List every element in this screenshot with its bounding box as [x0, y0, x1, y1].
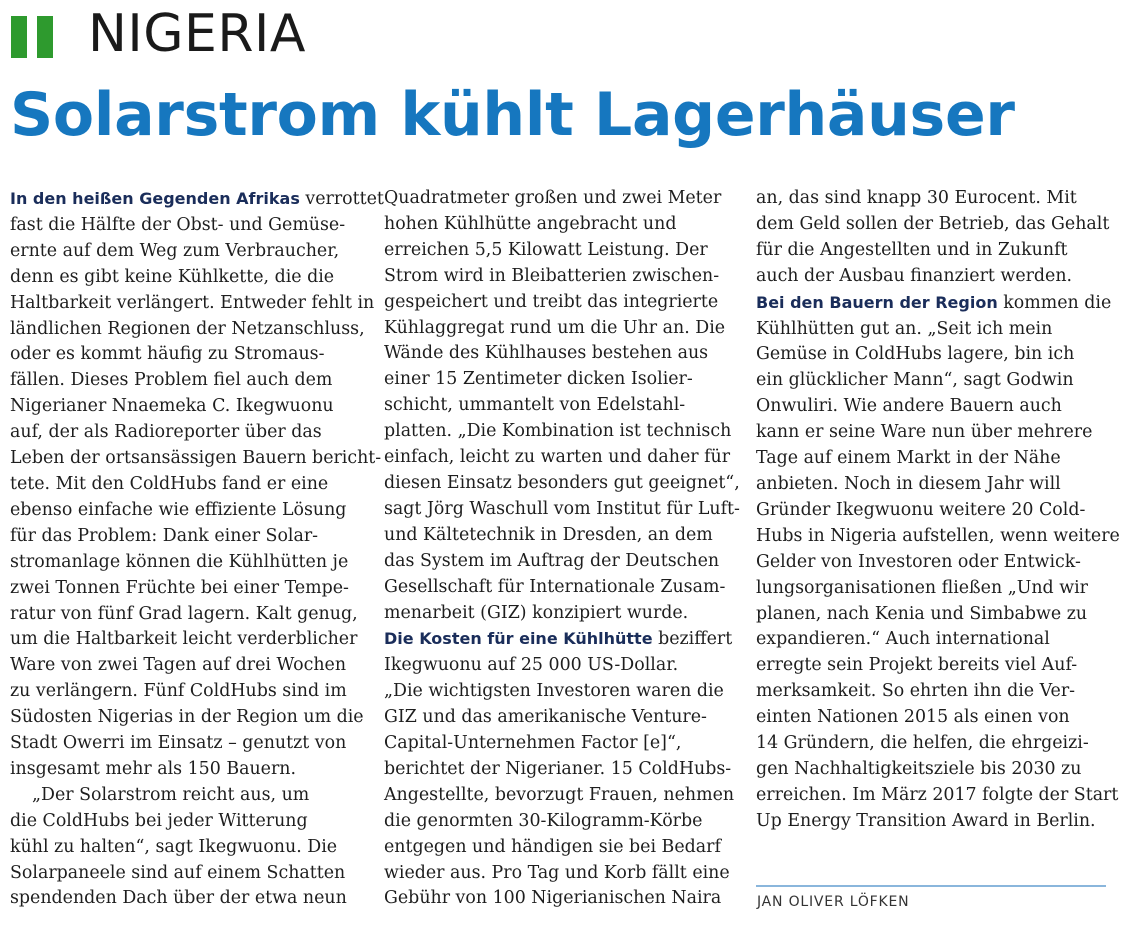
text-run: kann er seine Ware nun über mehrere [756, 422, 1093, 443]
article-headline: Solarstrom kühlt Lagerhäuser [10, 80, 1015, 150]
text-line [756, 653, 1106, 679]
text-line [10, 602, 358, 628]
text-run: für die Angestellten und in Zukunft [756, 239, 1068, 260]
text-line [384, 186, 724, 212]
text-run: ländlichen Regionen der Netzanschluss, [10, 318, 365, 339]
text-run: einfach, leicht zu warten und daher für [384, 447, 731, 468]
nigeria-flag-icon [11, 16, 53, 58]
text-line [384, 316, 724, 342]
text-line [10, 472, 350, 498]
article-column-2 [384, 186, 740, 912]
text-run: Angestellte, bevorzugt Frauen, nehmen [384, 784, 735, 805]
text-run: Kühlaggregat rund um die Uhr an. Die [384, 317, 726, 338]
text-run: Südosten Nigerias in der Region um die [10, 707, 364, 728]
text-line [756, 602, 1106, 628]
text-run: Tage auf einem Markt in der Nähe [756, 448, 1061, 469]
text-line [756, 731, 1106, 757]
article-column-3 [756, 186, 1120, 835]
text-run: gespeichert und treibt das integrierte [384, 291, 719, 312]
text-line [384, 238, 724, 264]
text-line [384, 575, 724, 601]
text-run: Kühlhütten gut an. „Seit ich mein [756, 318, 1053, 339]
text-run: Quadratmeter großen und zwei Meter [384, 188, 722, 208]
text-run: expandieren.“ Auch international [756, 629, 1050, 650]
text-line [756, 342, 1106, 368]
text-line [756, 576, 1106, 602]
text-run: ebenso einfache wie effiziente Lösung [10, 499, 347, 520]
text-run: an, das sind knapp 30 Eurocent. Mit [756, 188, 1077, 208]
text-run: fällen. Dieses Problem fiel auch dem [10, 370, 333, 391]
text-run: zu verlängern. Fünf ColdHubs sind im [10, 681, 347, 702]
text-run: Solarpaneele sind auf einem Schatten [10, 862, 346, 883]
text-run: Strom wird in Bleibatterien zwischen- [384, 265, 720, 286]
text-line [384, 705, 724, 731]
author-byline: JAN OLIVER LÖFKEN [757, 894, 910, 910]
text-line [384, 264, 724, 290]
text-run: kühl zu halten“, sagt Ikegwuonu. Die [10, 836, 338, 857]
text-line [10, 420, 350, 446]
text-run: die genormten 30-Kilogramm-Körbe [384, 810, 703, 831]
text-run: auf, der als Radioreporter über das [10, 422, 322, 443]
text-line [756, 420, 1106, 446]
text-line [384, 523, 724, 549]
text-line [384, 341, 724, 367]
text-run: lungsorganisationen fließen „Und wir [756, 577, 1088, 598]
text-line [10, 705, 364, 731]
text-line [10, 265, 350, 291]
text-run: Onwuliri. Wie andere Bauern auch [756, 396, 1062, 417]
text-run: entgegen und händigen sie bei Bedarf [384, 836, 721, 857]
text-line [10, 368, 350, 394]
text-run: Stadt Owerri im Einsatz – genutzt von [10, 733, 347, 754]
text-line [756, 290, 1112, 317]
text-run: Gesellschaft für Internationale Zusam- [384, 576, 726, 597]
text-run: Leben der ortsansässigen Bauern bericht- [10, 448, 382, 469]
text-line [384, 549, 724, 575]
text-line [384, 601, 724, 627]
text-line [10, 524, 350, 550]
text-line [10, 809, 350, 835]
text-run: erreichen. Im März 2017 folgte der Start [756, 784, 1119, 805]
text-run: beziffert [652, 629, 733, 650]
lead-in-phrase: Die Kosten für eine Kühlhütte [384, 629, 653, 649]
text-line [756, 550, 1106, 576]
text-line [756, 394, 1106, 420]
text-run: planen, nach Kenia und Simbabwe zu [756, 603, 1088, 624]
text-line [10, 757, 350, 783]
text-run: einten Nationen 2015 als einen von [756, 707, 1070, 728]
text-line [384, 783, 735, 809]
text-run: kommen die [997, 292, 1112, 313]
text-line [10, 576, 350, 602]
text-run: auch der Ausbau finanziert werden. [756, 265, 1073, 286]
text-line [10, 550, 350, 576]
text-run: um die Haltbarkeit leicht verderblicher [10, 629, 358, 650]
text-run: Gelder von Investoren oder Entwick- [756, 551, 1081, 572]
text-line [10, 394, 350, 420]
country-label: NIGERIA [88, 4, 306, 64]
flag-stripe-right [37, 16, 53, 58]
text-line [10, 342, 350, 368]
text-line [384, 861, 730, 887]
text-run: das System im Auftrag der Deutschen [384, 550, 720, 571]
text-line [756, 317, 1106, 343]
text-line [384, 757, 732, 783]
text-line [10, 498, 350, 524]
text-line [384, 835, 724, 861]
text-run: einer 15 Zentimeter dicken Isolier- [384, 369, 693, 390]
text-line [756, 627, 1106, 653]
text-run: erregte sein Projekt bereits viel Auf- [756, 655, 1078, 676]
text-run: anbieten. Noch in diesem Jahr will [756, 473, 1061, 494]
text-line [384, 419, 732, 445]
text-line [384, 809, 724, 835]
text-line [756, 238, 1106, 264]
text-run: insgesamt mehr als 150 Bauern. [10, 758, 297, 779]
text-line [10, 213, 350, 239]
text-line [384, 653, 724, 679]
text-line [384, 445, 731, 471]
text-run: Gebühr von 100 Nigerianischen Naira [384, 888, 722, 909]
text-line [10, 731, 350, 757]
text-run: Ware von zwei Tagen auf drei Wochen [10, 655, 347, 676]
text-line [10, 186, 384, 213]
text-line [10, 627, 358, 653]
text-line [756, 809, 1106, 835]
text-run: Wände des Kühlhauses bestehen aus [384, 343, 709, 364]
text-run: die ColdHubs bei jeder Witterung [10, 810, 308, 831]
text-line [756, 783, 1119, 809]
text-line [384, 731, 724, 757]
byline-divider [756, 885, 1106, 887]
text-line [10, 446, 382, 472]
text-run: Capital-Unternehmen Factor [e]“, [384, 733, 682, 754]
text-line [384, 290, 724, 316]
text-line [756, 498, 1106, 524]
text-run: hohen Kühlhütte angebracht und [384, 213, 677, 234]
text-run: stromanlage können die Kühlhütten je [10, 551, 349, 572]
text-run: ein glücklicher Mann“, sagt Godwin [756, 370, 1074, 391]
text-run: schicht, ummantelt von Edelstahl- [384, 395, 686, 416]
text-run: platten. „Die Kombination ist technisch [384, 421, 732, 442]
text-run: Nigerianer Nnaemeka C. Ikegwuonu [10, 396, 334, 417]
text-line [10, 291, 375, 317]
text-line [756, 446, 1106, 472]
text-line [10, 239, 350, 265]
text-run: dem Geld sollen der Betrieb, das Gehalt [756, 213, 1110, 234]
text-run: und Kältetechnik in Dresden, an dem [384, 524, 713, 545]
text-run: Ikegwuonu auf 25 000 US-Dollar. [384, 655, 679, 676]
text-run: Hubs in Nigeria aufstellen, wenn weitere [756, 525, 1120, 546]
flag-stripe-left [11, 16, 27, 58]
text-line [384, 367, 724, 393]
text-run: zwei Tonnen Früchte bei einer Tempe- [10, 577, 349, 598]
text-run: Gründer Ikegwuonu weitere 20 Cold- [756, 499, 1086, 520]
text-line [384, 626, 733, 653]
text-line [10, 886, 350, 912]
text-line [756, 186, 1106, 212]
text-run: für das Problem: Dank einer Solar- [10, 525, 319, 546]
text-line [756, 212, 1110, 238]
text-run: sagt Jörg Waschull vom Institut für Luft- [384, 498, 740, 519]
text-run: merksamkeit. So ehrten ihn die Ver- [756, 681, 1076, 702]
text-run: fast die Hälfte der Obst- und Gemüse- [10, 214, 346, 235]
text-line [756, 524, 1120, 550]
text-line [384, 212, 724, 238]
text-run: ernte auf dem Weg zum Verbraucher, [10, 240, 340, 261]
text-run: verrottet [299, 189, 384, 209]
text-run: Haltbarkeit verlängert. Entweder fehlt in [10, 292, 375, 313]
text-run: 14 Gründern, die helfen, die ehrgeizi- [756, 733, 1089, 754]
text-run: Gemüse in ColdHubs lagere, bin ich [756, 344, 1075, 365]
text-line [384, 886, 724, 912]
text-run: Up Energy Transition Award in Berlin. [756, 810, 1096, 831]
text-run: oder es kommt häufig zu Stromaus- [10, 344, 325, 365]
text-run: gen Nachhaltigkeitsziele bis 2030 zu [756, 758, 1082, 779]
text-line [756, 264, 1106, 290]
text-run: GIZ und das amerikanische Venture- [384, 707, 707, 728]
text-run: erreichen 5,5 Kilowatt Leistung. Der [384, 239, 708, 260]
lead-in-phrase: Bei den Bauern der Region [756, 292, 998, 312]
text-run: tete. Mit den ColdHubs fand er eine [10, 473, 329, 494]
text-line [756, 472, 1106, 498]
article-column-1 [10, 186, 384, 912]
text-run: „Die wichtigsten Investoren waren die [384, 681, 724, 702]
text-run: menarbeit (GIZ) konzipiert wurde. [384, 602, 689, 623]
text-line [756, 757, 1106, 783]
text-run: spendenden Dach über der etwa neun [10, 888, 347, 909]
text-line [10, 679, 350, 705]
text-line [756, 368, 1106, 394]
text-line [384, 497, 740, 523]
text-run: wieder aus. Pro Tag und Korb fällt eine [384, 862, 730, 883]
text-run: denn es gibt keine Kühlkette, die die [10, 266, 335, 287]
text-line [10, 835, 350, 861]
text-line [384, 471, 740, 497]
text-run: berichtet der Nigerianer. 15 ColdHubs- [384, 758, 732, 779]
text-run: ratur von fünf Grad lagern. Kalt genug, [10, 603, 358, 624]
text-line [756, 705, 1106, 731]
lead-in-phrase: In den heißen Gegenden Afrikas [10, 189, 300, 208]
text-line [756, 679, 1106, 705]
text-line [10, 653, 350, 679]
text-line [10, 861, 350, 887]
text-run: „Der Solarstrom reicht aus, um [32, 784, 310, 805]
text-line [384, 679, 724, 705]
text-run: diesen Einsatz besonders gut geeignet“, [384, 472, 740, 493]
text-line [384, 393, 724, 419]
text-line [10, 783, 350, 809]
text-line [10, 317, 365, 343]
